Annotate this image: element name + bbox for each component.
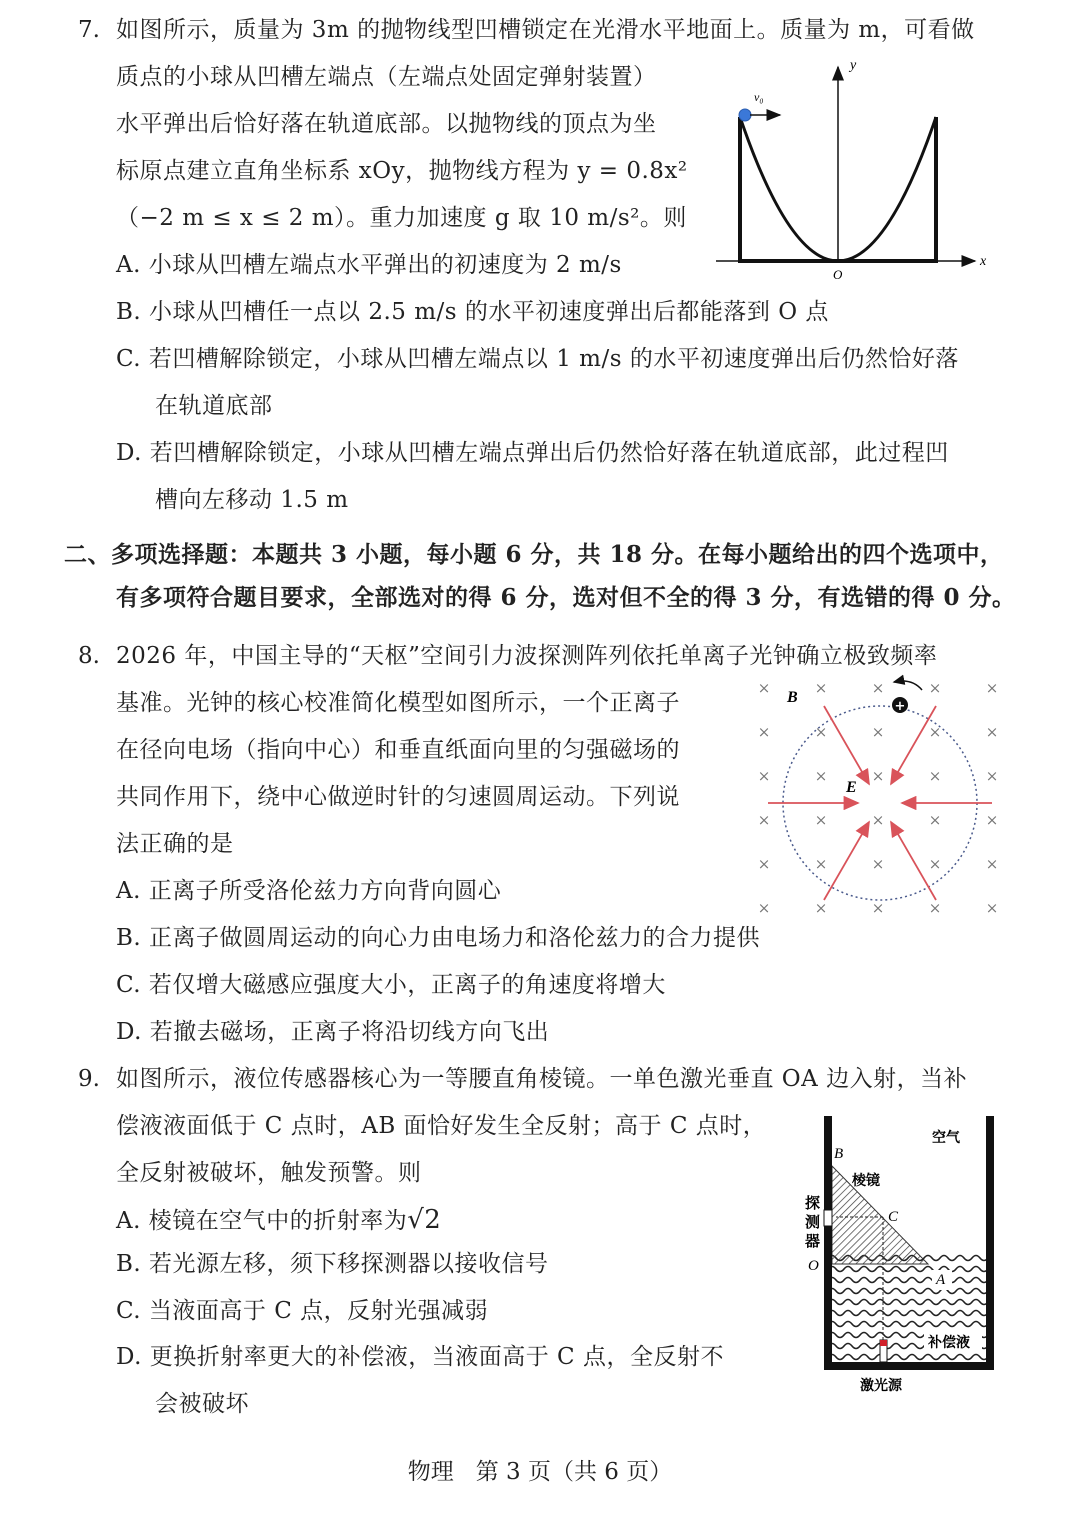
field-cross-mark: × xyxy=(814,855,828,873)
q8-stem-line-3: 在径向电场（指向中心）和垂直纸面向里的匀强磁场的 xyxy=(116,737,680,763)
q8-option-d xyxy=(116,1017,549,1047)
point-b-label: B xyxy=(834,1146,844,1162)
q7-stem-line-5: （−2 m ≤ x ≤ 2 m）。重力加速度 g 取 10 m/s²。则 xyxy=(116,205,687,231)
field-cross-mark: × xyxy=(871,679,885,697)
option-text: 正离子所受洛伦兹力方向背向圆心 xyxy=(148,878,502,904)
option-text: 当液面高于 C 点，反射光强减弱 xyxy=(148,1298,489,1324)
footer-page: 第 3 页（共 6 页） xyxy=(475,1459,673,1485)
option-text: 小球从凹槽任一点以 2.5 m/s 的水平初速度弹出后都能落到 O 点 xyxy=(149,299,829,325)
q9-stem-line-3: 全反射被破坏，触发预警。则 xyxy=(116,1160,422,1186)
option-text: 若光源左移，须下移探测器以接收信号 xyxy=(149,1251,549,1277)
q9-prism-figure xyxy=(800,1100,1010,1400)
option-letter: D. xyxy=(116,1019,142,1045)
option-letter: B. xyxy=(116,925,142,951)
detector-label-2: 测 xyxy=(805,1213,821,1231)
liquid-wave xyxy=(828,1355,1004,1360)
q7-option-b xyxy=(116,297,829,327)
liquid-wave xyxy=(828,1278,1004,1283)
option-text: 更换折射率更大的补偿液，当液面高于 C 点，全反射不 xyxy=(149,1344,724,1370)
option-text: 正离子做圆周运动的向心力由电场力和洛伦兹力的合力提供 xyxy=(149,925,761,951)
laser-label: 激光源 xyxy=(860,1378,902,1394)
option-text: 若凹槽解除锁定，小球从凹槽左端点弹出后仍然恰好落在轨道底部，此过程凹 xyxy=(149,440,949,466)
prism-label: 棱镜 xyxy=(852,1173,880,1189)
field-cross-mark: × xyxy=(814,723,828,741)
q7-stem-line-3: 水平弹出后恰好落在轨道底部。以抛物线的顶点为坐 xyxy=(116,111,657,137)
option-letter: D. xyxy=(116,1344,142,1370)
footer-subject: 物理 xyxy=(407,1459,454,1485)
field-cross-mark: × xyxy=(985,767,999,785)
field-cross-mark: × xyxy=(871,723,885,741)
q7-stem-line-1: 如图所示，质量为 3m 的抛物线型凹槽锁定在光滑水平地面上。质量为 m，可看做 xyxy=(116,17,975,43)
detector xyxy=(824,1210,832,1226)
field-cross-mark: × xyxy=(814,767,828,785)
liquid-wave xyxy=(828,1289,1004,1294)
detector-label-3: 器 xyxy=(805,1232,821,1250)
sqrt2-math: √2 xyxy=(407,1205,442,1235)
x-axis-label: x xyxy=(980,254,987,269)
field-cross-mark: × xyxy=(985,899,999,917)
option-letter: C. xyxy=(116,1298,142,1324)
option-letter: A. xyxy=(116,878,141,904)
velocity-label: v₀ xyxy=(754,90,764,104)
field-cross-mark: × xyxy=(985,723,999,741)
liquid-label: 补偿液 xyxy=(928,1335,970,1351)
section2-heading-line-1: 二、多项选择题：本题共 3 小题，每小题 6 分，共 18 分。在每小题给出的四个选项中， xyxy=(64,541,1004,568)
liquid-wave xyxy=(828,1267,1004,1272)
ball xyxy=(739,109,751,121)
field-cross-mark: × xyxy=(871,811,885,829)
option-text: 小球从凹槽左端点水平弹出的初速度为 2 m/s xyxy=(148,252,622,278)
q9-option-c xyxy=(116,1296,488,1326)
field-cross-mark: × xyxy=(928,811,942,829)
point-c-label: C xyxy=(888,1209,899,1225)
field-cross-mark: × xyxy=(757,767,771,785)
option-letter: B. xyxy=(116,299,142,325)
liquid-wave xyxy=(828,1322,1004,1327)
q9-stem-line-1: 如图所示，液位传感器核心为一等腰直角棱镜。一单色激光垂直 OA 边入射，当补 xyxy=(116,1066,968,1092)
field-cross-mark: × xyxy=(814,899,828,917)
field-cross-mark: × xyxy=(928,855,942,873)
liquid-wave xyxy=(828,1300,1004,1305)
option-letter: C. xyxy=(116,972,142,998)
q7-stem-line-2: 质点的小球从凹槽左端点（左端点处固定弹射装置） xyxy=(116,64,657,90)
q8-option-a xyxy=(116,876,501,906)
y-axis-label: y xyxy=(850,58,857,73)
detector-label-1: 探 xyxy=(805,1194,821,1212)
e-field-arrow xyxy=(824,706,869,784)
option-text: 棱镜在空气中的折射率为 xyxy=(148,1208,408,1234)
q7-option-c-cont: 在轨道底部 xyxy=(155,393,273,419)
q8-option-b xyxy=(116,923,760,953)
q7-option-a xyxy=(116,250,622,280)
q9-option-b xyxy=(116,1249,549,1279)
field-cross-mark: × xyxy=(928,723,942,741)
option-text: 若撤去磁场，正离子将沿切线方向飞出 xyxy=(149,1019,550,1045)
counterclockwise-arrow xyxy=(894,681,922,690)
q7-stem-line-4: 标原点建立直角坐标系 xOy，抛物线方程为 y = 0.8x² xyxy=(116,158,688,184)
option-letter: C. xyxy=(116,346,142,372)
q9-option-a xyxy=(116,1205,441,1236)
q9-option-d xyxy=(116,1342,724,1372)
q7-option-d-cont: 槽向左移动 1.5 m xyxy=(155,487,349,513)
field-cross-mark: × xyxy=(814,679,828,697)
field-cross-mark: × xyxy=(757,811,771,829)
option-letter: D. xyxy=(116,440,142,466)
field-cross-mark: × xyxy=(757,679,771,697)
q7-number: 7. xyxy=(78,17,100,43)
point-a-label: A xyxy=(936,1272,946,1288)
q8-stem-line-5: 法正确的是 xyxy=(116,831,234,857)
q8-stem-line-4: 共同作用下，绕中心做逆时针的匀速圆周运动。下列说 xyxy=(116,784,680,810)
q8-field-figure xyxy=(752,675,1012,915)
field-cross-mark: × xyxy=(985,811,999,829)
option-letter: A. xyxy=(116,1208,141,1234)
q8-option-c xyxy=(116,970,666,1000)
e-field-label: E xyxy=(846,779,857,796)
q8-stem-line-2: 基准。光钟的核心校准简化模型如图所示，一个正离子 xyxy=(116,690,680,716)
origin-label: O xyxy=(833,267,843,282)
page-footer xyxy=(0,1457,1080,1487)
section2-heading-line-2: 有多项符合题目要求，全部选对的得 6 分，选对但不全的得 3 分，有选错的得 0 分。 xyxy=(116,584,1016,611)
ion-charge-label: + xyxy=(894,699,906,714)
field-cross-mark: × xyxy=(928,679,942,697)
field-cross-mark: × xyxy=(757,855,771,873)
e-field-arrow xyxy=(824,822,869,900)
b-field-label: B xyxy=(787,689,798,706)
field-cross-mark: × xyxy=(928,767,942,785)
q7-parabola-figure xyxy=(710,55,990,285)
q9-option-d-cont: 会被破坏 xyxy=(155,1391,249,1417)
laser-emitter xyxy=(880,1340,887,1346)
field-cross-mark: × xyxy=(928,899,942,917)
q7-option-d xyxy=(116,438,949,468)
field-cross-mark: × xyxy=(871,855,885,873)
field-cross-mark: × xyxy=(814,811,828,829)
field-cross-mark: × xyxy=(871,899,885,917)
field-cross-mark: × xyxy=(985,855,999,873)
q9-stem-line-2: 偿液液面低于 C 点时，AB 面恰好发生全反射；高于 C 点时， xyxy=(116,1113,767,1139)
liquid-wave xyxy=(828,1311,1004,1316)
q9-number: 9. xyxy=(78,1066,100,1092)
q8-stem-line-1: 2026 年，中国主导的“天枢”空间引力波探测阵列依托单离子光钟确立极致频率 xyxy=(116,643,938,669)
option-letter: B. xyxy=(116,1251,142,1277)
field-cross-mark: × xyxy=(871,767,885,785)
field-cross-mark: × xyxy=(985,679,999,697)
field-cross-mark: × xyxy=(757,899,771,917)
q7-option-c xyxy=(116,344,959,374)
option-letter: A. xyxy=(116,252,141,278)
prism xyxy=(832,1166,928,1264)
air-label: 空气 xyxy=(932,1130,960,1146)
q8-number: 8. xyxy=(78,643,100,669)
option-text: 若凹槽解除锁定，小球从凹槽左端点以 1 m/s 的水平初速度弹出后仍然恰好落 xyxy=(148,346,959,372)
option-text: 若仅增大磁感应强度大小，正离子的角速度将增大 xyxy=(148,972,666,998)
field-cross-mark: × xyxy=(757,723,771,741)
point-o-label: O xyxy=(808,1258,819,1274)
